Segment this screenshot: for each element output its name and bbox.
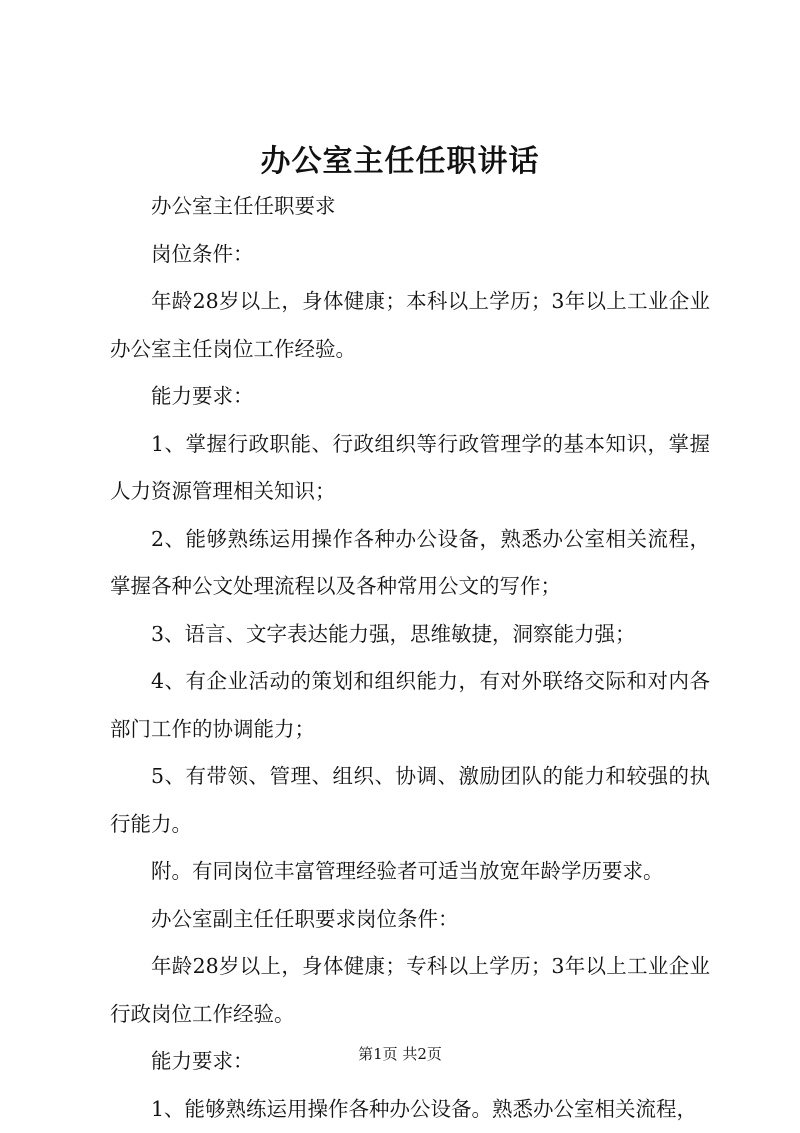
paragraph: 办公室主任任职要求 — [110, 183, 710, 231]
paragraph: 年龄28岁以上，身体健康；本科以上学历；3年以上工业企业办公室主任岗位工作经验。 — [110, 278, 710, 373]
document-title: 办公室主任任职讲话 — [0, 136, 800, 188]
paragraph: 年龄28岁以上，身体健康；专科以上学历；3年以上工业企业行政岗位工作经验。 — [110, 943, 710, 1038]
paragraph: 2、能够熟练运用操作各种办公设备，熟悉办公室相关流程，掌握各种公文处理流程以及各种常用公文的写作； — [110, 516, 710, 611]
paragraph: 3、语言、文字表达能力强，思维敏捷，洞察能力强； — [110, 611, 710, 659]
paragraph: 附。有同岗位丰富管理经验者可适当放宽年龄学历要求。 — [110, 848, 710, 896]
page-number-footer: 第1页 共2页 — [0, 1044, 800, 1064]
paragraph: 办公室副主任任职要求岗位条件： — [110, 896, 710, 944]
paragraph: 1、能够熟练运用操作各种办公设备。熟悉办公室相关流程， — [110, 1086, 710, 1133]
paragraph: 4、有企业活动的策划和组织能力，有对外联络交际和对内各部门工作的协调能力； — [110, 658, 710, 753]
paragraph: 1、掌握行政职能、行政组织等行政管理学的基本知识，掌握人力资源管理相关知识； — [110, 421, 710, 516]
paragraph: 能力要求： — [110, 1038, 710, 1086]
paragraph: 能力要求： — [110, 373, 710, 421]
paragraph: 5、有带领、管理、组织、协调、激励团队的能力和较强的执行能力。 — [110, 753, 710, 848]
paragraph: 岗位条件： — [110, 231, 710, 279]
document-body — [110, 183, 710, 1133]
